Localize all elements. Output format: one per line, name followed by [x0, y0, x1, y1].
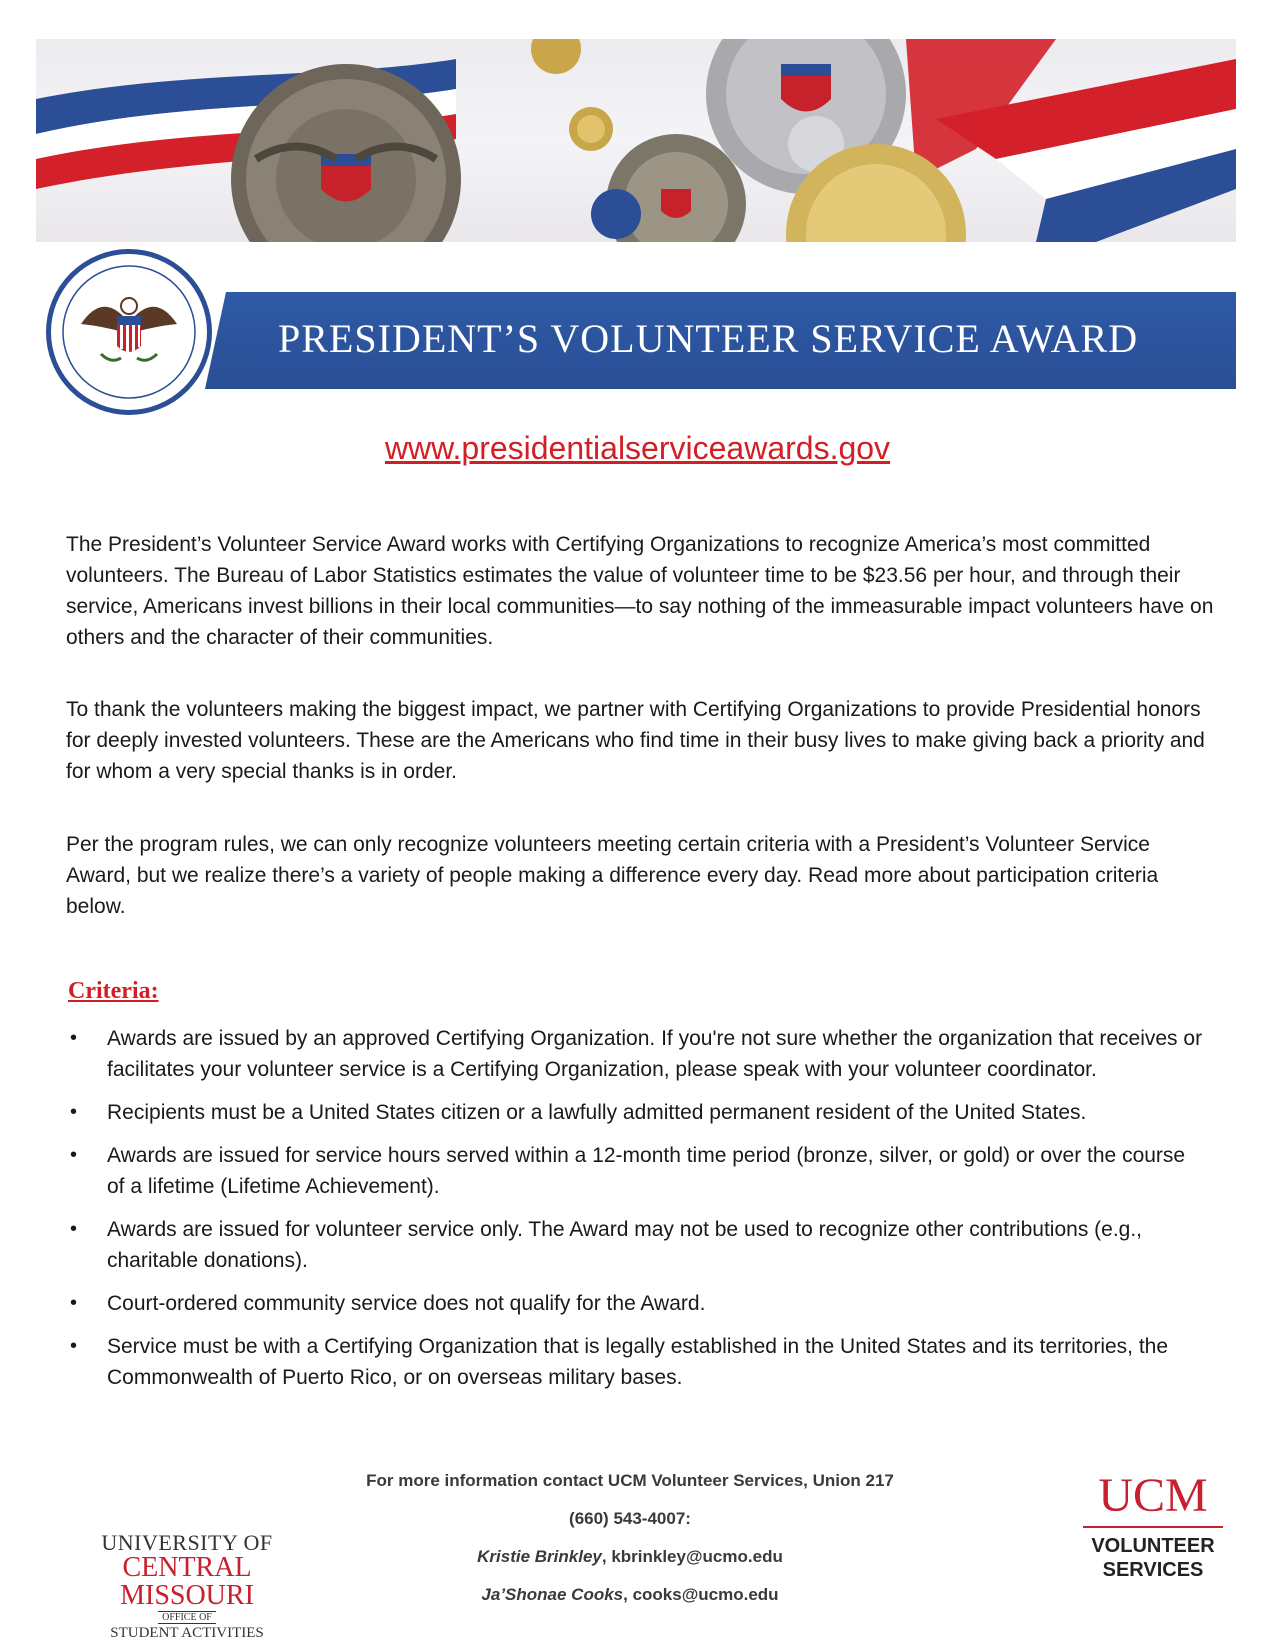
website-link[interactable]: www.presidentialserviceawards.gov — [384, 430, 891, 466]
thanks-paragraph: To thank the volunteers making the biggest impact, we partner with Certifying Organizations to provide Presidential honors for deeply invested volunteers. These are the Americans who find time in their busy lives to make giving back a priority and for whom a very special thanks is in order. — [66, 698, 1205, 783]
contact-line: For more information contact UCM Volunteer Services, Union 217 — [366, 1471, 894, 1490]
criteria-item-text: Awards are issued for service hours served within a 12-month time period (bronze, silver, or gold) or over the course of a lifetime (Lifetime Achievement). — [107, 1144, 1186, 1198]
criteria-item — [66, 1140, 1206, 1202]
criteria-item — [66, 1288, 1206, 1319]
eagle-seal-icon — [51, 254, 207, 410]
criteria-item — [66, 1331, 1206, 1393]
bullet-icon: • — [70, 1335, 78, 1357]
presidential-seal-icon — [46, 249, 212, 415]
contact-name: Kristie Brinkley — [477, 1547, 602, 1566]
contact-person — [330, 1538, 930, 1576]
contact-name: Ja’Shonae Cooks — [481, 1585, 624, 1604]
criteria-item-text: Court-ordered community service does not qualify for the Award. — [107, 1292, 706, 1315]
logo-central-missouri: CENTRAL MISSOURI — [120, 1552, 254, 1611]
medals-illustration — [36, 39, 1236, 242]
ucm-volunteer-services-logo — [1083, 1470, 1223, 1582]
contact-phone: (660) 543-4007: — [569, 1509, 691, 1528]
hero-medals-image — [36, 39, 1236, 242]
bullet-icon: • — [70, 1292, 78, 1314]
criteria-item-text: Recipients must be a United States citizen or a lawfully admitted permanent resident of the United States. — [107, 1101, 1087, 1124]
logo-office-of-text: OFFICE OF — [158, 1611, 216, 1624]
logo-student-activities: STUDENT ACTIVITIES — [110, 1625, 264, 1641]
logo-services: SERVICES — [1102, 1559, 1204, 1581]
contact-email[interactable]: , cooks@ucmo.edu — [623, 1585, 779, 1604]
bullet-icon: • — [70, 1101, 78, 1123]
criteria-item-text: Awards are issued for volunteer service only. The Award may not be used to recognize other contributions (e.g., charitable donations). — [107, 1218, 1143, 1272]
banner-title: PRESIDENT’S VOLUNTEER SERVICE AWARD — [278, 316, 1139, 361]
contact-email[interactable]: , kbrinkley@ucmo.edu — [601, 1547, 783, 1566]
criteria-item — [66, 1097, 1206, 1128]
intro-paragraph: The President’s Volunteer Service Award works with Certifying Organizations to recognize America’s most committed volunteers. The Bureau of Labor Statistics estimates the value of volunteer time to be $23.56 per hour, and through their service, Americans invest billions in their local communities—to say nothing of the immeasurable impact volunteers have on others and the character of their communities. — [66, 533, 1214, 649]
logo-volunteer: VOLUNTEER — [1091, 1535, 1215, 1557]
logo-university-of: UNIVERSITY OF — [101, 1530, 273, 1555]
bullet-icon: • — [70, 1144, 78, 1166]
criteria-list — [66, 1023, 1206, 1405]
contact-person — [330, 1576, 930, 1614]
criteria-item-text: Service must be with a Certifying Organization that is legally established in the United States and its territories, the Commonwealth of Puerto Rico, or on overseas military bases. — [107, 1335, 1169, 1389]
criteria-heading: Criteria: — [68, 978, 159, 1004]
contact-info — [330, 1462, 930, 1614]
ucm-mark: UCM — [1083, 1470, 1223, 1528]
bullet-icon: • — [70, 1027, 78, 1049]
criteria-item-text: Awards are issued by an approved Certifying Organization. If you're not sure whether the organization that receives or facilitates your volunteer service is a Certifying Organization, please speak with your volunteer coordinator. — [107, 1027, 1203, 1081]
ucm-student-activities-logo — [56, 1532, 318, 1642]
logo-office-of — [56, 1612, 318, 1624]
criteria-item — [66, 1023, 1206, 1085]
rules-paragraph: Per the program rules, we can only recognize volunteers meeting certain criteria with a President’s Volunteer Service Award, but we realize there’s a variety of people making a difference every day. Read more about participation criteria below. — [66, 833, 1159, 918]
bullet-icon: • — [70, 1218, 78, 1240]
criteria-item — [66, 1214, 1206, 1276]
